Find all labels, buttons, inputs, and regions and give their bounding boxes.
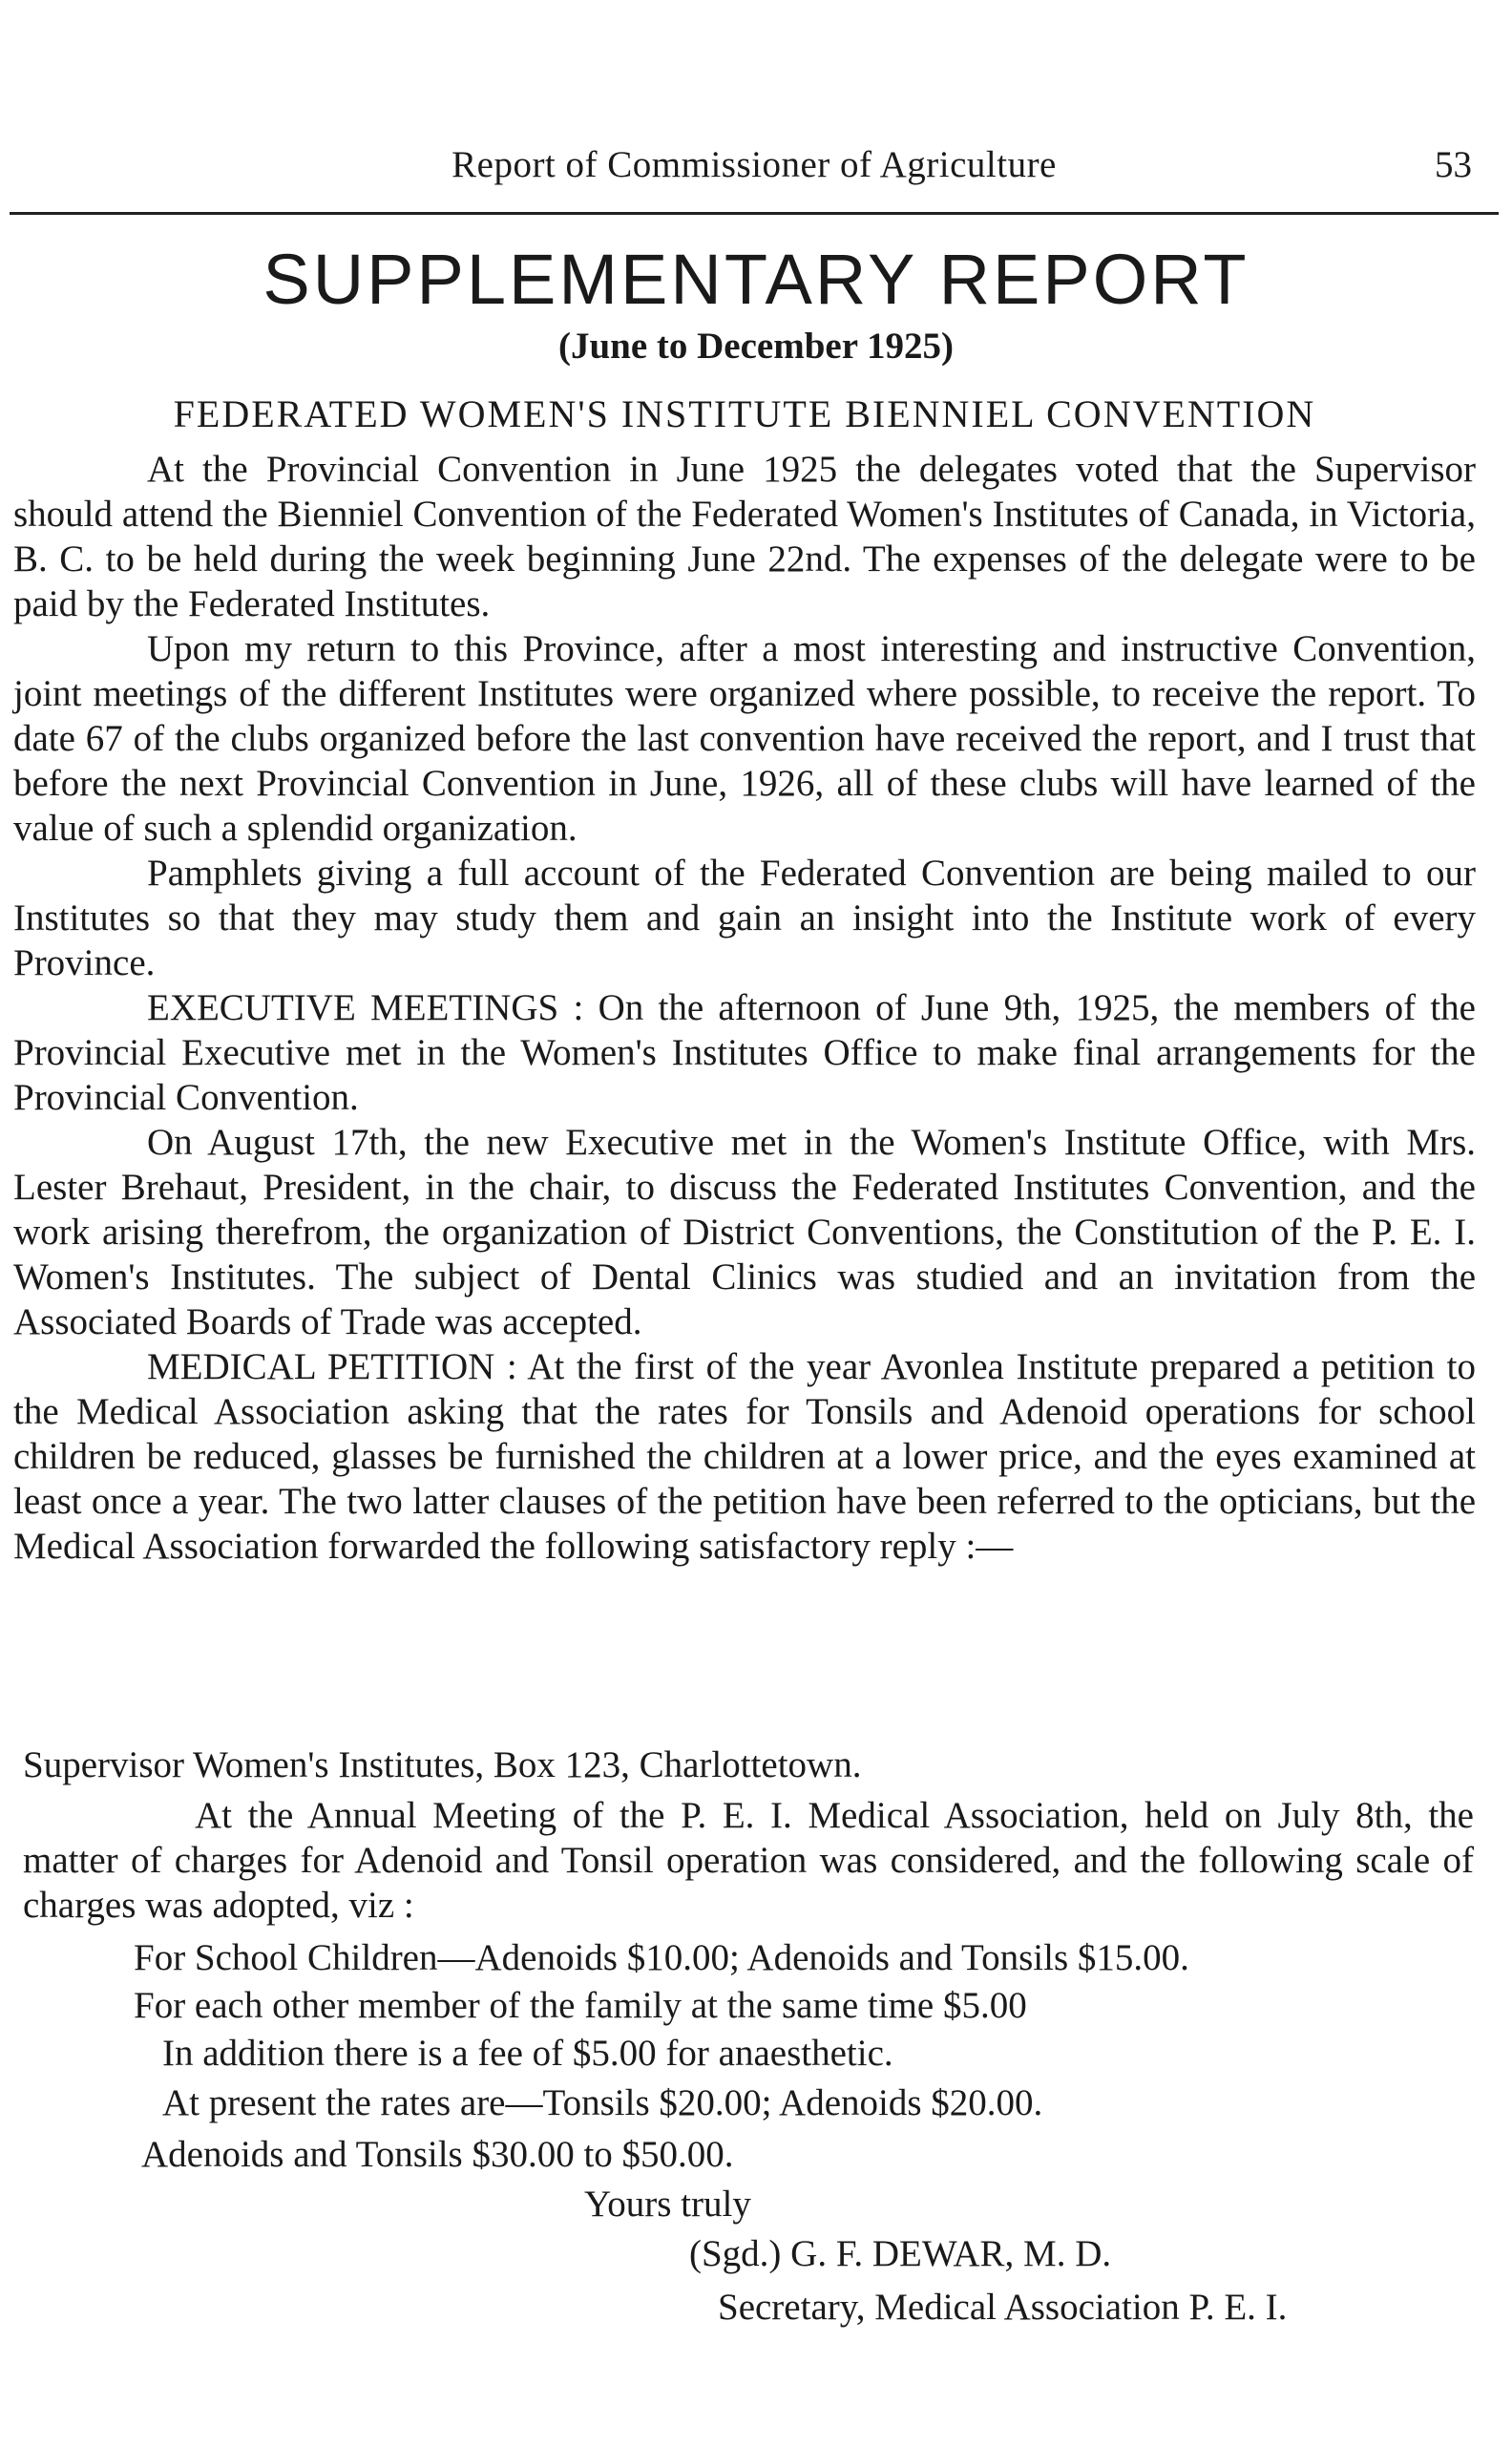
paragraph-august-meeting: On August 17th, the new Executive met in the Women's Institute Office, with Mrs. Lester Brehaut, President, in the chair, to discuss the Federated Institutes Convention, and the work arising therefrom, the organization of District Conventions, the Constitution of the P. E. I. Women's Institutes. The subject of Dental Clinics was studied and an invitation from the Associated Boards of Trade was accepted. <box>13 1122 1476 1342</box>
paragraph-medical-petition: MEDICAL PETITION : At the first of the year Avonlea Institute prepared a petition to the Medical Association asking that the rates for Tonsils and Adenoid operations for school children be reduced, glasses be furnished the children at a lower price, and the eyes examined at least once a year. The two latter clauses of the petition have been referred to the opticians, but the Medical Association forwarded the following satisfactory reply :— <box>13 1346 1476 1567</box>
paragraph-pamphlets: Pamphlets giving a full account of the Federated Convention are being mailed to our Institutes so that they may study them and gain an insight into the Institute work of every Province. <box>13 853 1476 983</box>
report-title: SUPPLEMENTARY REPORT <box>262 240 1250 319</box>
letter-closing: Yours truly <box>584 2184 751 2225</box>
page-number: 53 <box>1435 144 1472 185</box>
report-subtitle: (June to December 1925) <box>557 326 955 367</box>
signer-title: Secretary, Medical Association P. E. I. <box>718 2287 1288 2328</box>
running-header <box>19 143 1489 200</box>
paragraph-delegate-vote: At the Provincial Convention in June 1925 the delegates voted that the Supervisor should attend the Bienniel Convention of the Federated Women's Institutes of Canada, in Victoria, B. C. to be held during the week beginning June 22nd. The expenses of the delegate were to be paid by the Federated Institutes. <box>13 449 1476 624</box>
section-heading: FEDERATED WOMEN'S INSTITUTE BIENNIEL CONVENTION <box>173 392 1316 435</box>
running-title: Report of Commissioner of Agriculture <box>452 144 1057 185</box>
paragraph-executive-meetings: EXECUTIVE MEETINGS : On the afternoon of June 9th, 1925, the members of the Provincial Executive met in the Women's Institutes Office to make final arrangements for the Provincial Convention. <box>13 987 1476 1118</box>
report-body <box>13 447 1476 1569</box>
letter-address: Supervisor Women's Institutes, Box 123, Charlottetown. <box>23 1744 862 1785</box>
header-rule <box>10 212 1499 215</box>
rate-line: Adenoids and Tonsils $30.00 to $50.00. <box>141 2134 734 2175</box>
paragraph-joint-meetings: Upon my return to this Province, after a most interesting and instructive Convention, joint meetings of the different Institutes were organized where possible, to receive the report. To date 67 of the clubs organized before the last convention have received the report, and I trust that before the next Provincial Convention in June, 1926, all of these clubs will have learned of the value of such a splendid organization. <box>13 628 1476 849</box>
rate-line: At present the rates are—Tonsils $20.00; Adenoids $20.00. <box>162 2082 1043 2123</box>
rate-line: For each other member of the family at the same time $5.00 <box>134 1985 1027 2026</box>
rate-line: In addition there is a fee of $5.00 for anaesthetic. <box>162 2033 893 2074</box>
rate-line: For School Children—Adenoids $10.00; Adenoids and Tonsils $15.00. <box>134 1937 1189 1978</box>
letter-signature: (Sgd.) G. F. DEWAR, M. D. <box>689 2233 1112 2274</box>
letter-body: At the Annual Meeting of the P. E. I. Medical Association, held on July 8th, the matter of charges for Adenoid and Tonsil operation was considered, and the following scale of charges was adopted, viz : <box>23 1795 1474 1926</box>
